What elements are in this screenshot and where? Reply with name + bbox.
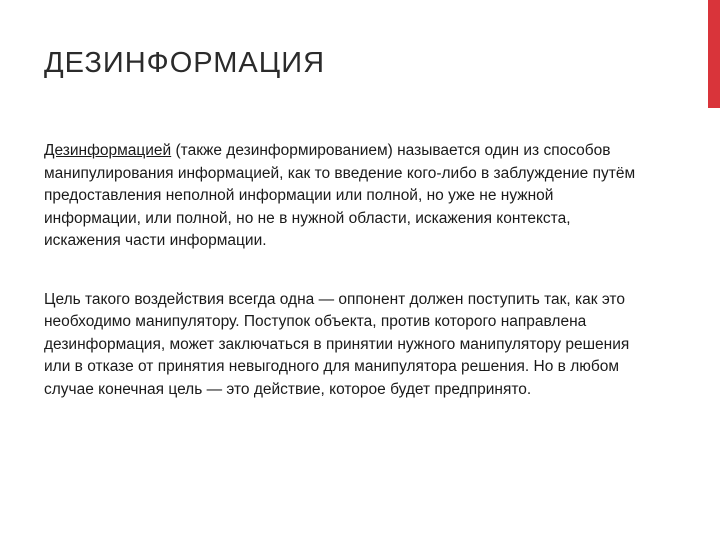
definition-text: (также дезинформированием) называется один из способов манипулирования информацией, как то введение кого-либо в заблуждение путём предоставления неполной информации или полной, но уже не нужной информации, или полной, но не в нужной области, искажения контекста, искажения части информации.	[44, 142, 636, 249]
slide-title: ДЕЗИНФОРМАЦИЯ	[44, 47, 326, 79]
slide-body	[44, 140, 644, 401]
definition-link[interactable]: Дезинформацией	[44, 142, 172, 159]
paragraph-definition	[44, 140, 644, 253]
accent-bar	[708, 0, 720, 108]
paragraph-goal: Цель такого воздействия всегда одна — оппонент должен поступить так, как это необходимо манипулятору. Поступок объекта, против которого направлена дезинформация, может заключаться в принятии нужного манипулятору решения или в отказе от принятия невыгодного для манипулятора решения. Но в любом случае конечная цель — это действие, которое будет предпринято.	[44, 290, 630, 398]
